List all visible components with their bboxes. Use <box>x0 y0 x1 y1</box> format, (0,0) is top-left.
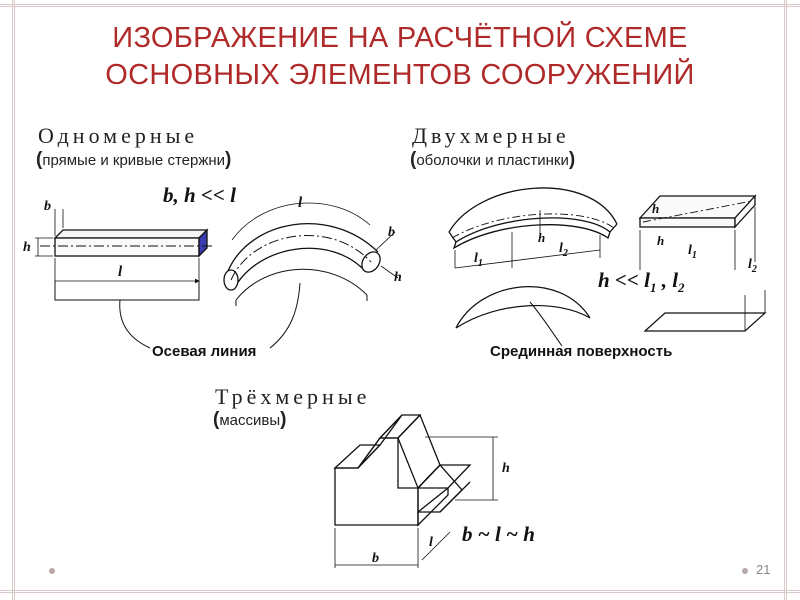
label-b: b <box>44 199 51 214</box>
straight-bar-drawing <box>35 209 215 348</box>
one-dim-subtitle-text: прямые и кривые стержни <box>42 152 226 169</box>
page-number: 21 <box>756 562 771 577</box>
paren-open: ( <box>410 149 417 170</box>
label-l2-shell: $l_2$ <box>559 241 568 259</box>
paren-close: ) <box>225 149 232 170</box>
label-l-curved: l <box>298 195 303 211</box>
label-h2-plate: h <box>657 233 665 248</box>
label-h-plate: h <box>652 201 660 216</box>
three-dim-formula: b ~ l ~ h <box>462 522 535 546</box>
label-l1-shell: $l_1$ <box>474 251 483 269</box>
label-l-massive: l <box>429 535 433 550</box>
label-b-massive: b <box>372 551 379 566</box>
axis-line-caption: Осевая линия <box>152 343 257 360</box>
paren-close: ) <box>568 149 576 170</box>
three-dim-subtitle-text: массивы <box>219 412 281 429</box>
paren-close: ) <box>280 409 287 430</box>
paren-open: ( <box>213 409 220 430</box>
two-dim-formula-sub2: 2 <box>678 280 685 296</box>
label-l: l <box>118 264 123 280</box>
two-dim-formula-mid: , l <box>656 268 679 292</box>
massive-drawing <box>335 415 498 568</box>
two-dim-formula-sub1: 1 <box>649 280 657 296</box>
one-dim-heading: Одномерные <box>38 123 199 148</box>
two-dim-formula-prefix: h << l <box>598 268 650 292</box>
title-line-2: ОСНОВНЫХ ЭЛЕМЕНТОВ СООРУЖЕНИЙ <box>105 59 695 91</box>
label-l2-plate: $l_2$ <box>748 257 757 275</box>
curved-bar-drawing <box>224 203 398 348</box>
label-l1-plate: $l_1$ <box>688 243 697 261</box>
two-dim-subtitle-text: оболочки и пластинки <box>416 152 569 169</box>
label-h-curved: h <box>394 270 402 285</box>
label-h: h <box>23 240 31 255</box>
label-h-shell: h <box>538 230 546 245</box>
three-dim-heading: Трёхмерные <box>215 384 371 409</box>
label-b-curved: b <box>388 225 395 240</box>
label-h-massive: h <box>502 461 510 476</box>
title-line-1: ИЗОБРАЖЕНИЕ НА РАСЧЁТНОЙ СХЕМЕ <box>112 22 688 54</box>
paren-open: ( <box>36 149 43 170</box>
middle-surface-caption: Срединная поверхность <box>490 343 673 360</box>
one-dim-formula: b, h << l <box>163 183 236 207</box>
two-dim-heading: Двухмерные <box>412 123 570 148</box>
shell-drawing <box>449 188 617 346</box>
plate-drawing <box>640 196 765 331</box>
